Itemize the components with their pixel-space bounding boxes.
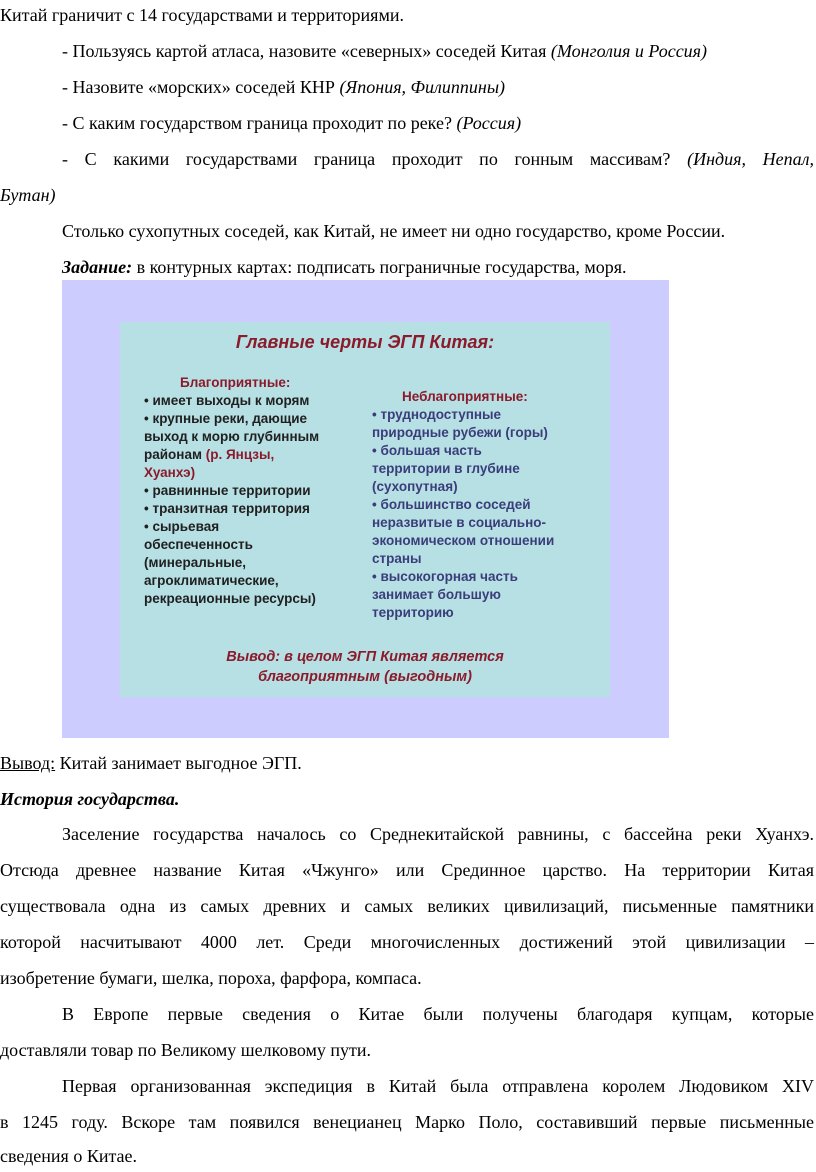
slide-panel: [120, 322, 610, 697]
question-text: - С каким государством граница проходит по реке?: [62, 113, 452, 133]
conclusion-text: Китай занимает выгодное ЭГП.: [59, 753, 302, 773]
question-text: - Пользуясь картой атласа, назовите «северных» соседей Китая: [62, 41, 547, 61]
answer-text: (Япония, Филиппины): [339, 77, 505, 97]
slide-image: [62, 280, 669, 738]
question-mountains: [62, 148, 814, 170]
answer-continuation: Бутан): [0, 185, 56, 205]
question-river: [62, 112, 521, 134]
history-p3-line: Первая организованная экспедиция в Китай была отправлена королем Людовиком XIV: [62, 1076, 814, 1096]
favorable-heading: Благоприятные:: [180, 375, 291, 390]
task-label: Задание:: [62, 257, 133, 277]
favorable-item: • имеет выходы к морям: [144, 393, 310, 408]
paragraph-neighbors: Столько сухопутных соседей, как Китай, не имеет ни одно государство, кроме России.: [62, 221, 726, 241]
history-p3-line: в 1245 году. Вскоре там появился венецианец Марко Поло, составивший первые письменные: [0, 1112, 814, 1132]
favorable-item: • равнинные территории: [144, 483, 311, 498]
task-line: [62, 256, 627, 278]
history-p2-line: В Европе первые сведения о Китае были получены благодаря купцам, которые: [62, 1004, 814, 1024]
question-text: - Назовите «морских» соседей КНР: [62, 77, 335, 97]
slide-conclusion: Вывод: в целом ЭГП Китая является благоприятным (выгодным): [226, 649, 504, 685]
history-p1-line: Отсюда древнее название Китая «Чжунго» или Срединное царство. На территории Китая: [0, 860, 814, 880]
favorable-column: [144, 374, 354, 608]
answer-text: (Монголия и Россия): [550, 41, 708, 61]
favorable-item: • транзитная территория: [144, 501, 310, 516]
unfavorable-item: • высокогорная часть занимает большую территорию: [372, 569, 518, 620]
history-p1-line: Заселение государства началось со Среднекитайской равнины, с бассейна реки Хуанхэ.: [62, 824, 814, 844]
answer-text: (Россия): [456, 113, 522, 133]
question-north: [62, 40, 707, 62]
unfavorable-item: • труднодоступные природные рубежи (горы): [372, 407, 548, 440]
unfavorable-heading: Неблагоприятные:: [402, 389, 528, 404]
favorable-item-text: • крупные реки, дающие выход к морю глубинным районам: [144, 411, 320, 462]
history-p1-line: которой насчитывают 4000 лет. Среди многочисленных достижений этой цивилизации –: [0, 932, 814, 952]
history-p1-line: изобретение бумаги, шелка, пороха, фарфора, компаса.: [0, 968, 422, 988]
task-text: в контурных картах: подписать пограничные государства, моря.: [136, 257, 627, 277]
conclusion-line: [0, 752, 302, 774]
history-p1-line: существовала одна из самых древних и самых великих цивилизаций, письменные памятники: [0, 896, 814, 916]
favorable-item: [144, 410, 354, 482]
unfavorable-item: • большая часть территории в глубине (сухопутная): [372, 443, 520, 494]
slide-title: Главные черты ЭГП Китая:: [235, 332, 495, 352]
favorable-item-rivers: (р. Янцзы, Хуанхэ): [144, 447, 275, 480]
unfavorable-column: [372, 388, 602, 622]
favorable-item: • сырьевая обеспеченность (минеральные, агроклиматические, рекреационные ресурсы): [144, 519, 316, 606]
answer-text: (Индия, Непал,: [687, 149, 815, 169]
question-text: - С какими государствами граница проходит по гонным массивам?: [62, 149, 671, 169]
intro-line: Китай граничит с 14 государствами и территориями.: [0, 5, 404, 25]
history-p2-line: доставляли товар по Великому шелковому пути.: [0, 1040, 372, 1060]
unfavorable-item: • большинство соседей неразвитые в социально- экономическом отношении страны: [372, 497, 555, 566]
conclusion-label: Вывод:: [0, 753, 56, 773]
question-sea: [62, 76, 505, 98]
history-heading: История государства.: [0, 789, 180, 809]
history-p3-line: сведения о Китае.: [0, 1146, 138, 1166]
